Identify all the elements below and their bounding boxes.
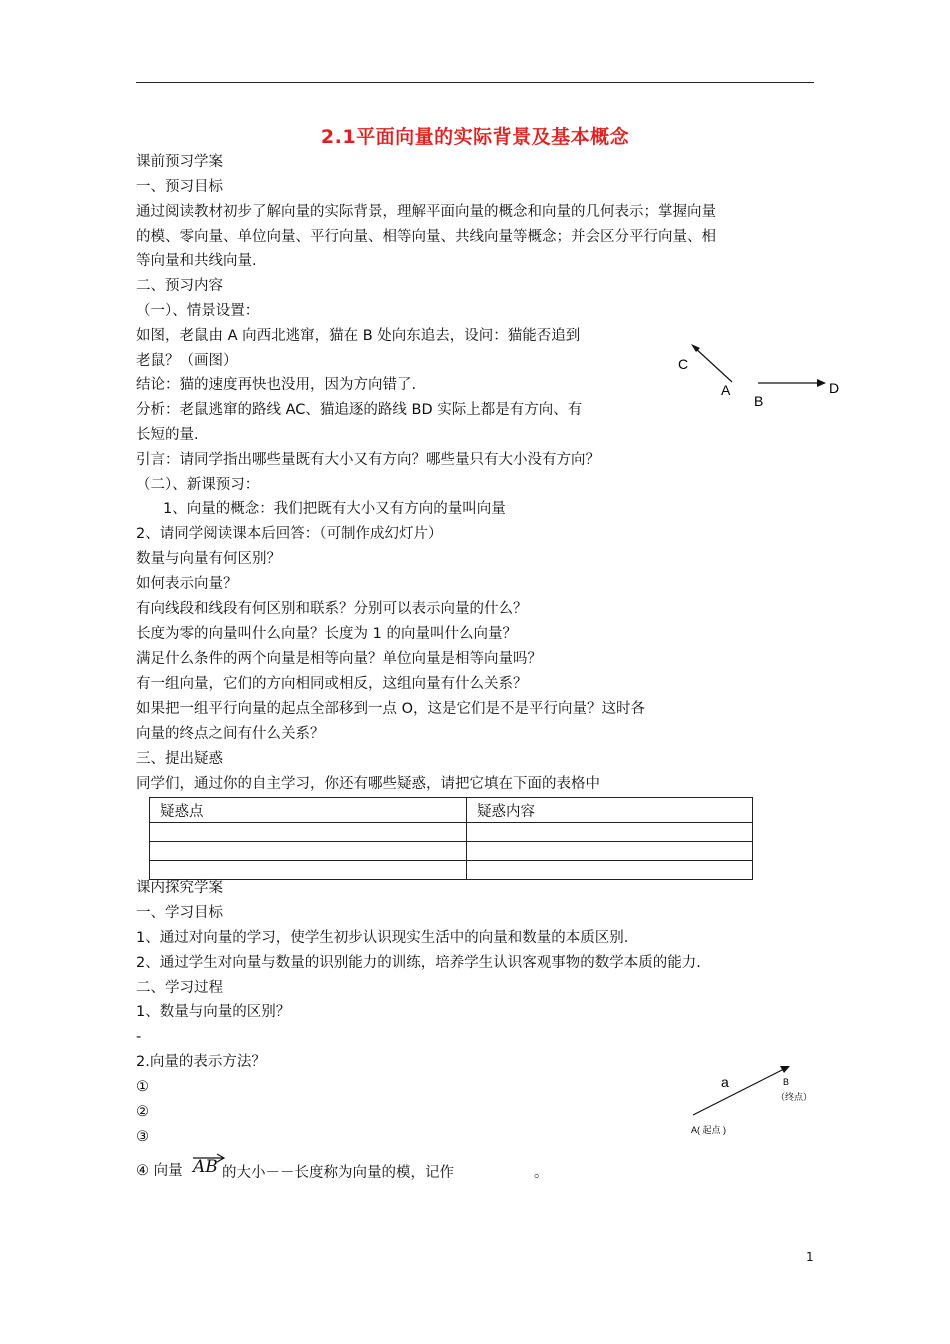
dash-mark: - [136, 1029, 142, 1045]
subsection-heading: 一、预习目标 [136, 179, 223, 195]
point-b-label: B [754, 393, 764, 409]
paragraph-line: 引言：请同学指出哪些量既有大小又有方向？哪些量只有大小没有方向？ [136, 452, 600, 468]
question-line: 如何表示向量？ [136, 576, 238, 592]
list-item: ③ [136, 1129, 149, 1145]
paragraph-line: 结论：猫的速度再快也没用，因为方向错了. [136, 377, 417, 393]
question-line: 如果把一组平行向量的起点全部移到一点 O，这是它们是不是平行向量？这时各 [136, 701, 646, 717]
paragraph-line: 的模、零向量、单位向量、平行向量、相等向量、共线向量等概念；并会区分平行向量、相 [136, 229, 716, 245]
paragraph-line: 老鼠？（画图） [136, 353, 238, 369]
question-line: 满足什么条件的两个向量是相等向量？单位向量是相等向量吗？ [136, 651, 542, 667]
subsection-heading: 二、学习过程 [136, 980, 223, 996]
question-line: 长度为零的向量叫什么向量？长度为 1 的向量叫什么向量？ [136, 626, 517, 642]
paragraph-line: 1、通过对向量的学习，使学生初步认识现实生活中的向量和数量的本质区别. [136, 930, 629, 946]
period-mark: 。 [534, 1165, 549, 1181]
paragraph-line: 1、向量的概念：我们把既有大小又有方向的量叫向量 [163, 501, 506, 517]
table-cell[interactable] [467, 823, 753, 842]
subsection-heading: 三、提出疑惑 [136, 751, 223, 767]
endpoint-b-label: B [783, 1077, 790, 1087]
list-item: ① [136, 1079, 149, 1095]
vector-representation-diagram [680, 1060, 830, 1140]
paragraph-line: 2、通过学生对向量与数量的识别能力的训练，培养学生认识客观事物的数学本质的能力. [136, 955, 701, 971]
table-cell[interactable] [150, 842, 467, 861]
vector-a-label: a [721, 1074, 729, 1090]
table-cell[interactable] [467, 861, 753, 880]
start-point-label: A( 起点 ) [691, 1125, 726, 1135]
subsection-heading: （二）、新课预习： [136, 477, 260, 493]
section-heading: 课前预习学案 [136, 154, 223, 170]
table-row [150, 823, 753, 842]
header-rule [136, 82, 814, 83]
paragraph-line: 分析：老鼠逃窜的路线 AC、猫追逐的路线 BD 实际上都是有方向、有 [136, 402, 583, 418]
subsection-heading: （一）、情景设置： [136, 303, 260, 319]
table-header-cell: 疑惑点 [150, 798, 467, 823]
point-c-label: C [678, 356, 689, 372]
table-cell[interactable] [150, 823, 467, 842]
list-item: ④ 向量 [136, 1163, 183, 1179]
paragraph-line: 通过阅读教材初步了解向量的实际背景，理解平面向量的概念和向量的几何表示；掌握向量 [136, 204, 716, 220]
table-header-row [150, 798, 753, 823]
question-line: 数量与向量有何区别？ [136, 551, 281, 567]
table-header-cell: 疑惑内容 [467, 798, 753, 823]
point-d-label: D [829, 380, 840, 396]
paragraph-line: 的大小－－长度称为向量的模，记作 [222, 1165, 454, 1181]
list-item: ② [136, 1104, 149, 1120]
question-line: 1、数量与向量的区别？ [136, 1004, 291, 1020]
page-title: 2.1平面向量的实际背景及基本概念 [320, 126, 630, 148]
question-line: 向量的终点之间有什么关系？ [136, 726, 325, 742]
table-row [150, 861, 753, 880]
subsection-heading: 二、预习内容 [136, 278, 223, 294]
question-line: 有向线段和线段有何区别和联系？分别可以表示向量的什么？ [136, 601, 528, 617]
vector-ab-label: AB [193, 1157, 218, 1177]
section-heading: 课内探究学案 [136, 880, 223, 896]
point-a-label: A [721, 382, 731, 398]
table-cell[interactable] [150, 861, 467, 880]
doubts-table [149, 797, 753, 880]
table-cell[interactable] [467, 842, 753, 861]
table-row [150, 842, 753, 861]
page-number: 1 [806, 1250, 814, 1264]
mouse-cat-diagram [660, 335, 860, 415]
subsection-heading: 一、学习目标 [136, 905, 223, 921]
paragraph-line: 等向量和共线向量. [136, 253, 257, 269]
question-line: 有一组向量，它们的方向相同或相反，这组向量有什么关系？ [136, 676, 528, 692]
paragraph-line: 2、请同学阅读课本后回答：（可制作成幻灯片） [136, 526, 443, 542]
paragraph-line: 如图，老鼠由 A 向西北逃窜，猫在 B 处向东追去，设问：猫能否追到 [136, 328, 581, 344]
endpoint-note: （终点） [776, 1092, 813, 1102]
paragraph-line: 长短的量. [136, 427, 199, 443]
question-line: 2.向量的表示方法？ [136, 1054, 266, 1070]
paragraph-line: 同学们，通过你的自主学习，你还有哪些疑惑，请把它填在下面的表格中 [136, 776, 600, 792]
